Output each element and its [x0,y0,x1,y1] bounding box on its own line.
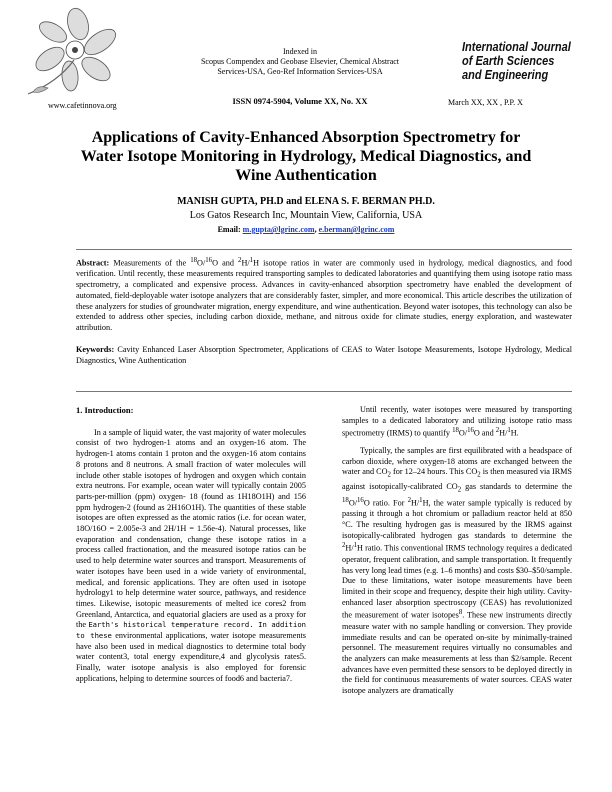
journal-logo [8,4,143,116]
title-line: Wine Authentication [235,167,377,184]
keywords [76,345,572,366]
abstract-label: Abstract: [76,258,110,268]
body-text: O ratio. For [363,498,408,508]
abstract-text: H/ [241,258,250,268]
issn-volume: ISSN 0974-5904, Volume XX, No. XX [232,96,368,106]
body-text: H/ [499,429,508,439]
indexed-line: Services-USA, Geo-Ref Information Services-USA [217,67,383,76]
body-text: Typically, the samples are first equilibrated with a headspace of carbon dioxide, where oxygen-18 atoms are exchanged between the water and CO [342,445,572,477]
superscript: 1 [419,496,423,504]
email-line [30,225,582,234]
affiliation: Los Gatos Research Inc, Mountain View, California, USA [189,210,423,221]
superscript: 18 [452,427,459,435]
subscript: 2 [477,471,481,479]
abstract-text: O/ [197,258,206,268]
indexed-line: Scopus Compendex and Geobase Elsevier, Chemical Abstract [200,57,400,66]
left-column [76,405,306,691]
paragraph [342,405,572,440]
indexing-info [150,47,450,77]
email-link-berman[interactable]: e.berman@lgrinc.com [318,225,395,234]
divider [76,249,572,250]
body-text: O/ [458,429,468,439]
keywords-label: Keywords: [76,345,115,354]
body-text: environmental applications, water isotope measurements have also been used in medical diagnostics to determine total body water content3, total energy expenditure,4 and glycolysis rates5. Finally, water isotope analysis is also employed for forensic applications, helping to determine sources of food6 and bacteria7. [76,631,306,683]
body-text: H/ [345,544,354,554]
abstract-text: O and [212,258,239,268]
superscript: 16 [357,496,364,504]
keywords-text: Cavity Enhanced Laser Absorption Spectrometer, Applications of CEAS to Water Isotope Measurements, Isotope Hydrology, Medical Diagnostics, Wine Authentication [76,345,572,365]
divider [76,391,572,392]
body-text: is then measured via IRMS against isotopically-calibrated CO [342,467,572,491]
journal-name-line: and Engineering [462,68,549,82]
journal-name [462,40,585,82]
superscript: 2 [495,427,500,435]
body-text: In a sample of liquid water, the vast majority of water molecules consist of two hydrogen-1 atoms and an oxygen-16 atom. The hydrogen-1 atoms contain 1 proton and the oxygen-16 atom contains 8 protons and 8 neutrons. A small fraction of water molecules will include other stable isotopes of hydrogen and oxygen which contain extra neutrons. For example, ocean water will typically contain 2005 parts-per-million (ppm) oxygen- 18 (found as 1H18O1H) and 156 ppm hydrogen-2 (found as 2H16O1H). The quantities of these stable isotopes are often expressed as the atomic ratios (i.e. for ocean water, 18O/16O = 2.005e-3 and 2H/1H = 1.56e-4). Natural processes, like evaporation and condensation, change these isotope ratios in a process called fractionation, and the measured isotope ratios can be used to help determine water sources and transport. Measurements of water isotopes have been used in a wide variety of environmental, medical, and forensic applications. They are often used in isotope hydrology1 to help determine water source, pathways, and residence times. Likewise, isotopic measurements of melted ice cores2 from Greenland, Antarctica, and equatorial glaciers are used as a proxy for the [76,427,306,630]
superscript: 1 [249,257,254,264]
body-text: gas standards to determine the [461,481,572,491]
subscript: 2 [457,486,462,494]
indexed-line: Indexed in [283,47,317,56]
superscript: 2 [342,542,346,550]
body-text: H. [510,429,519,439]
superscript: 18 [190,257,198,264]
body-text: Until recently, water isotopes were measured by transporting samples to a dedicated laboratory and utilizing isotope ratio mass spectrometry (IRMS) to quantify [342,405,572,439]
title-line: Applications of Cavity-Enhanced Absorption Spectrometry for [91,129,521,146]
superscript: 1 [353,542,358,550]
abstract-text: H isotope ratios in water are commonly used in hydrology, medical diagnostics, and food verification. Until recently, these measurements required transporting samples to dedicated laboratories and quantifying them using isotope ratio mass spectrometry, a complicated and expensive process. Advances in cavity-enhanced absorption spectrometry have enabled the development of automated, field-deployable water isotope analyzers that are considerably faster, simpler, and more economical. This article describes the utilization of these analyzers for studies of groundwater migration, energy expenditure, and wine authentication. Beyond water isotopes, this technology can also be extended to address other species, including carbon dioxide, methane, and nitrous oxide for climate studies, energy exploration, and wastewater attribution. [76,258,573,332]
superscript: 18 [342,496,349,504]
subscript: 2 [387,471,391,479]
paper-title [30,128,582,185]
section-heading: 1. Introduction: [76,405,134,415]
website-url[interactable]: www.cafetinnova.org [48,101,117,110]
body-text: H, the water sample typically is reduced by passing it through a hot chromium or palladium reactor held at 850 °C. The resulting hydrogen gas is measured by the IRMS against isotopically-calibrated hydrogen gas standards to determine the [342,498,572,540]
superscript: 1 [507,427,511,435]
superscript: 16 [467,427,474,435]
body-text-mono: Earth's historical temperature record. In addition to these [76,620,306,641]
paragraph [342,446,572,697]
title-line: Water Isotope Monitoring in Hydrology, Medical Diagnostics, and [80,148,532,165]
superscript: 8 [458,609,463,617]
journal-name-line: International Journal [462,40,571,54]
authors: MANISH GUPTA, PH.D and ELENA S. F. BERMAN PH.D. [177,196,435,207]
email-label: Email: [217,225,243,234]
body-text: for 12–24 hours. This CO [390,467,478,477]
body-text: O and [473,429,496,439]
body-text: O/ [348,498,358,508]
superscript: 2 [407,496,411,504]
abstract [76,256,572,334]
journal-name-line: of Earth Sciences [462,54,555,68]
abstract-text: Measurements of the [109,258,191,268]
superscript: 16 [205,257,213,264]
body-text: . These new instruments directly measure water with no sample handling or conversion. They provide immediate results and can be operated on-site by minimally-trained personnel. The measurement requires virtually no consumables and the analyzers can make measurements at less than $2/sample. Recent advances have even permitted these sensors to be deployed directly in the field for continuous measurements of water sources. CEAS water isotope analyzers are dramatically [342,611,572,696]
issue-date: March XX, XX , P.P. X [448,98,523,107]
superscript: 2 [238,257,242,264]
email-separator: , [314,225,319,234]
paragraph [76,428,306,685]
body-text: H/ [410,498,420,508]
body-text: H ratio. This conventional IRMS technology requires a dedicated operator, frequent calibration, and sample transportation. It frequently has very long lead times (e.g. 1–6 months) and costs $30–$50/sample. Due to these limitations, water isotope measurements have been limited in their scope and frequency, despite their high utility. Cavity-enhanced laser absorption spectroscopy (CEAS) has revolutionized the measurement of water isotopes [342,544,572,621]
right-column [342,405,572,703]
email-link-gupta[interactable]: m.gupta@lgrinc.com [242,225,315,234]
